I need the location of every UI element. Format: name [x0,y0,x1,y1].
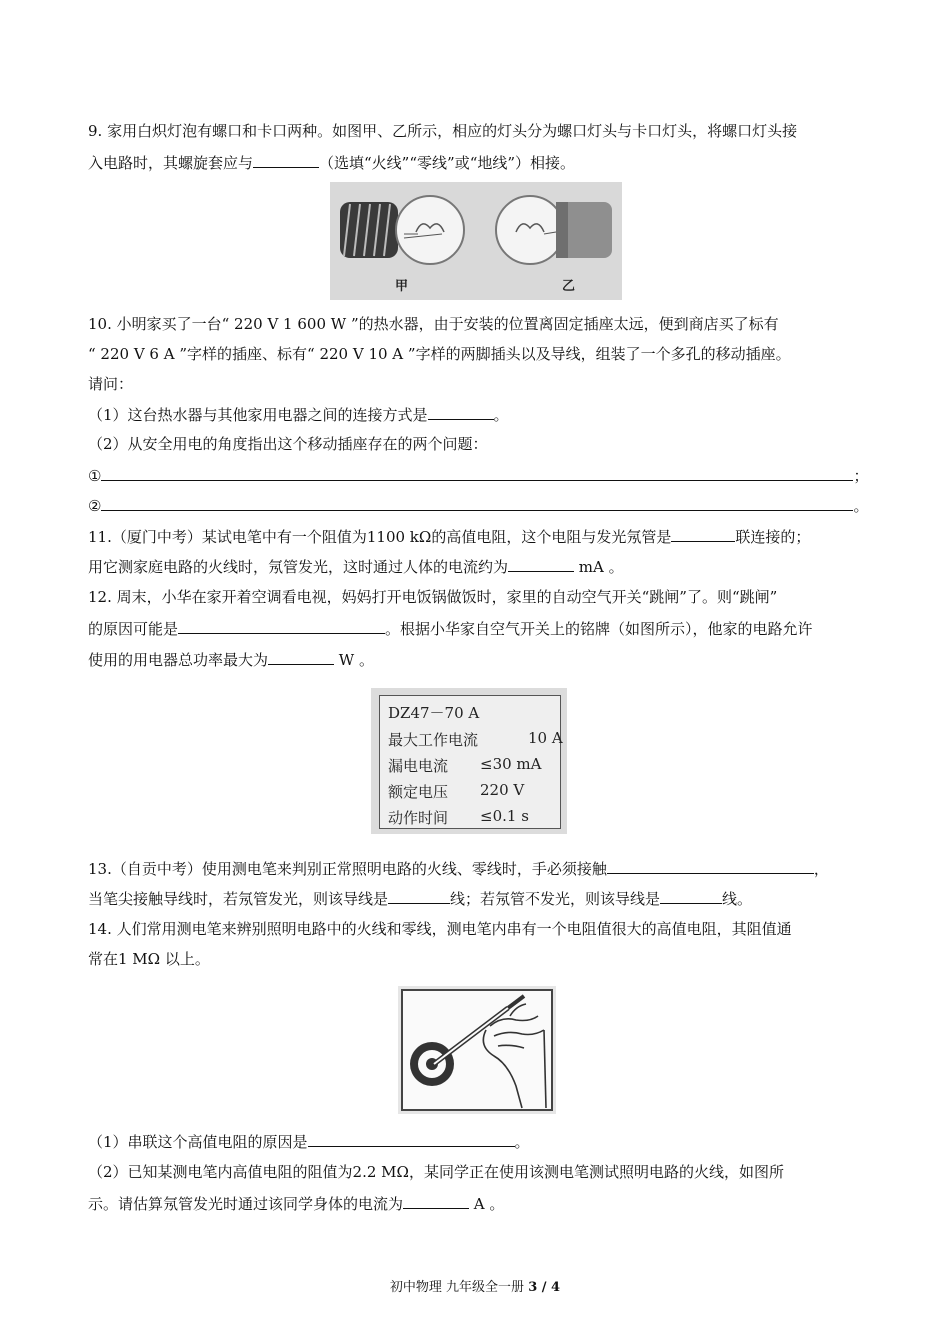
q14-line-1: 14. 人们常用测电笔来辨别照明电路中的火线和零线，测电笔内串有一个电阻值很大的高值电阻，其阻值通 [88,920,792,938]
q13-line-2 [88,888,752,909]
q12-blank-2[interactable] [268,649,334,665]
q11-text-d: mA 。 [574,558,624,576]
q9-line-1: 9. 家用白炽灯泡有螺口和卡口两种。如图甲、乙所示，相应的灯头分为螺口灯头与卡口灯头，将螺口灯头接 [88,122,798,140]
q9-text-b: （选填“火线”“零线”或“地线”）相接。 [319,154,576,172]
nameplate-row-4 [388,807,529,828]
nameplate-row-1 [388,729,563,750]
q12-text-a: 的原因可能是 [88,620,179,638]
q10-line-1: 10. 小明家买了一台“ 220 V 1 600 W ”的热水器，由于安装的位置离固定插座太远，便到商店买了标有 [88,315,779,333]
q14-line-2: 常在1 MΩ 以上。 [88,950,210,968]
q14-line-3 [88,1193,504,1214]
q12-line-1: 12. 周末，小华在家开着空调看电视，妈妈打开电饭锅做饭时，家里的自动空气开关“跳闸”了。则“跳闸” [88,588,778,606]
q10-sub-2: （2）从安全用电的角度指出这个移动插座存在的两个问题： [88,435,488,453]
q14-sub1-blank[interactable] [308,1131,515,1147]
breaker-nameplate [371,688,567,834]
q12-text-b: 。根据小华家自空气开关上的铭牌（如图所示），他家的电路允许 [385,620,813,638]
q9-line-2 [88,152,575,173]
nameplate-row-3 [388,781,525,802]
nameplate-r2-value: ≤30 mA [480,755,542,773]
q10-item1-blank[interactable] [101,465,853,481]
bulbs-figure [330,182,622,300]
q14-text-d: A 。 [469,1195,505,1213]
q11-text-c: 用它测家庭电路的火线时，氖管发光，这时通过人体的电流约为 [88,558,509,576]
q10-item-2 [88,495,868,516]
nameplate-frame [379,695,561,829]
test-pen-figure [398,986,556,1114]
q14-sub-1 [88,1131,530,1152]
q9-text-a: 入电路时，其螺旋套应与 [88,154,254,172]
q13-text-a: 13.（自贡中考）使用测电笔来判别正常照明电路的火线、零线时，手必须接触 [88,860,607,878]
q13-text-d: 线；若氖管不发光，则该导线是 [450,890,661,908]
q10-sub1-blank[interactable] [428,404,494,420]
q10-item2-marker: ② [88,497,102,515]
q13-text-c: 当笔尖接触导线时，若氖管发光，则该导线是 [88,890,389,908]
q10-line-3: 请问： [88,375,134,393]
wire-coil-icon [410,1042,454,1086]
q10-item1-marker: ① [88,467,102,485]
q10-item-1 [88,465,868,486]
q13-blank-1[interactable] [607,858,814,874]
q10-sub1-end: 。 [493,406,509,424]
nameplate-r2-label: 漏电电流 [388,757,449,775]
q13-line-1 [88,858,829,879]
q14-text-c: 示。请估算氖管发光时通过该同学身体的电流为 [88,1195,404,1213]
nameplate-r3-label: 额定电压 [388,783,449,801]
q13-blank-2[interactable] [388,888,450,904]
q11-line-1 [88,526,810,547]
q12-blank-1[interactable] [178,618,385,634]
q14-sub1-text: （1）串联这个高值电阻的原因是 [88,1133,308,1151]
q12-line-3 [88,649,374,670]
nameplate-r3-value: 220 V [480,781,525,799]
q13-text-b: ， [813,860,829,878]
q10-item2-blank[interactable] [101,495,853,511]
q14-sub1-end: 。 [514,1133,530,1151]
nameplate-r1-label: 最大工作电流 [388,731,479,749]
nameplate-r4-value: ≤0.1 s [480,807,529,825]
nameplate-row-2 [388,755,542,776]
nameplate-model: DZ47－70 A [388,704,480,722]
q10-line-2: “ 220 V 6 A ”字样的插座、标有“ 220 V 10 A ”字样的两脚插头以及导线，组装了一个多孔的移动插座。 [88,345,791,363]
q12-text-d: W 。 [334,651,374,669]
page-number: 3 / 4 [528,1280,561,1295]
q11-blank-2[interactable] [508,556,574,572]
q11-text-b: 联连接的； [735,528,811,546]
q13-blank-3[interactable] [660,888,722,904]
label-jia: 甲 [395,279,409,294]
page-footer [0,1276,950,1295]
q10-item1-end: ； [853,467,869,485]
q14-sub-2: （2）已知某测电笔内高值电阻的阻值为2.2 MΩ，某同学正在使用该测电笔测试照明电路的火线，如图所 [88,1163,784,1181]
q11-blank-1[interactable] [671,526,735,542]
label-yi: 乙 [562,279,576,294]
q9-answer-blank[interactable] [253,152,319,168]
footer-text: 初中物理 九年级全一册 [389,1280,529,1295]
nameplate-r4-label: 动作时间 [388,809,449,827]
q12-line-2 [88,618,813,639]
q10-sub1-text: （1）这台热水器与其他家用电器之间的连接方式是 [88,406,428,424]
q13-text-e: 线。 [722,890,753,908]
q14-blank-2[interactable] [403,1193,469,1209]
q11-text-a: 11.（厦门中考）某试电笔中有一个阻值为1100 kΩ的高值电阻，这个电阻与发光氖管是 [88,528,672,546]
q10-sub-1 [88,404,509,425]
q10-item2-end: 。 [853,497,869,515]
q11-line-2 [88,556,624,577]
nameplate-r1-value: 10 A [528,729,563,747]
bayonet-bulb-icon [496,196,612,264]
q12-text-c: 使用的用电器总功率最大为 [88,651,269,669]
